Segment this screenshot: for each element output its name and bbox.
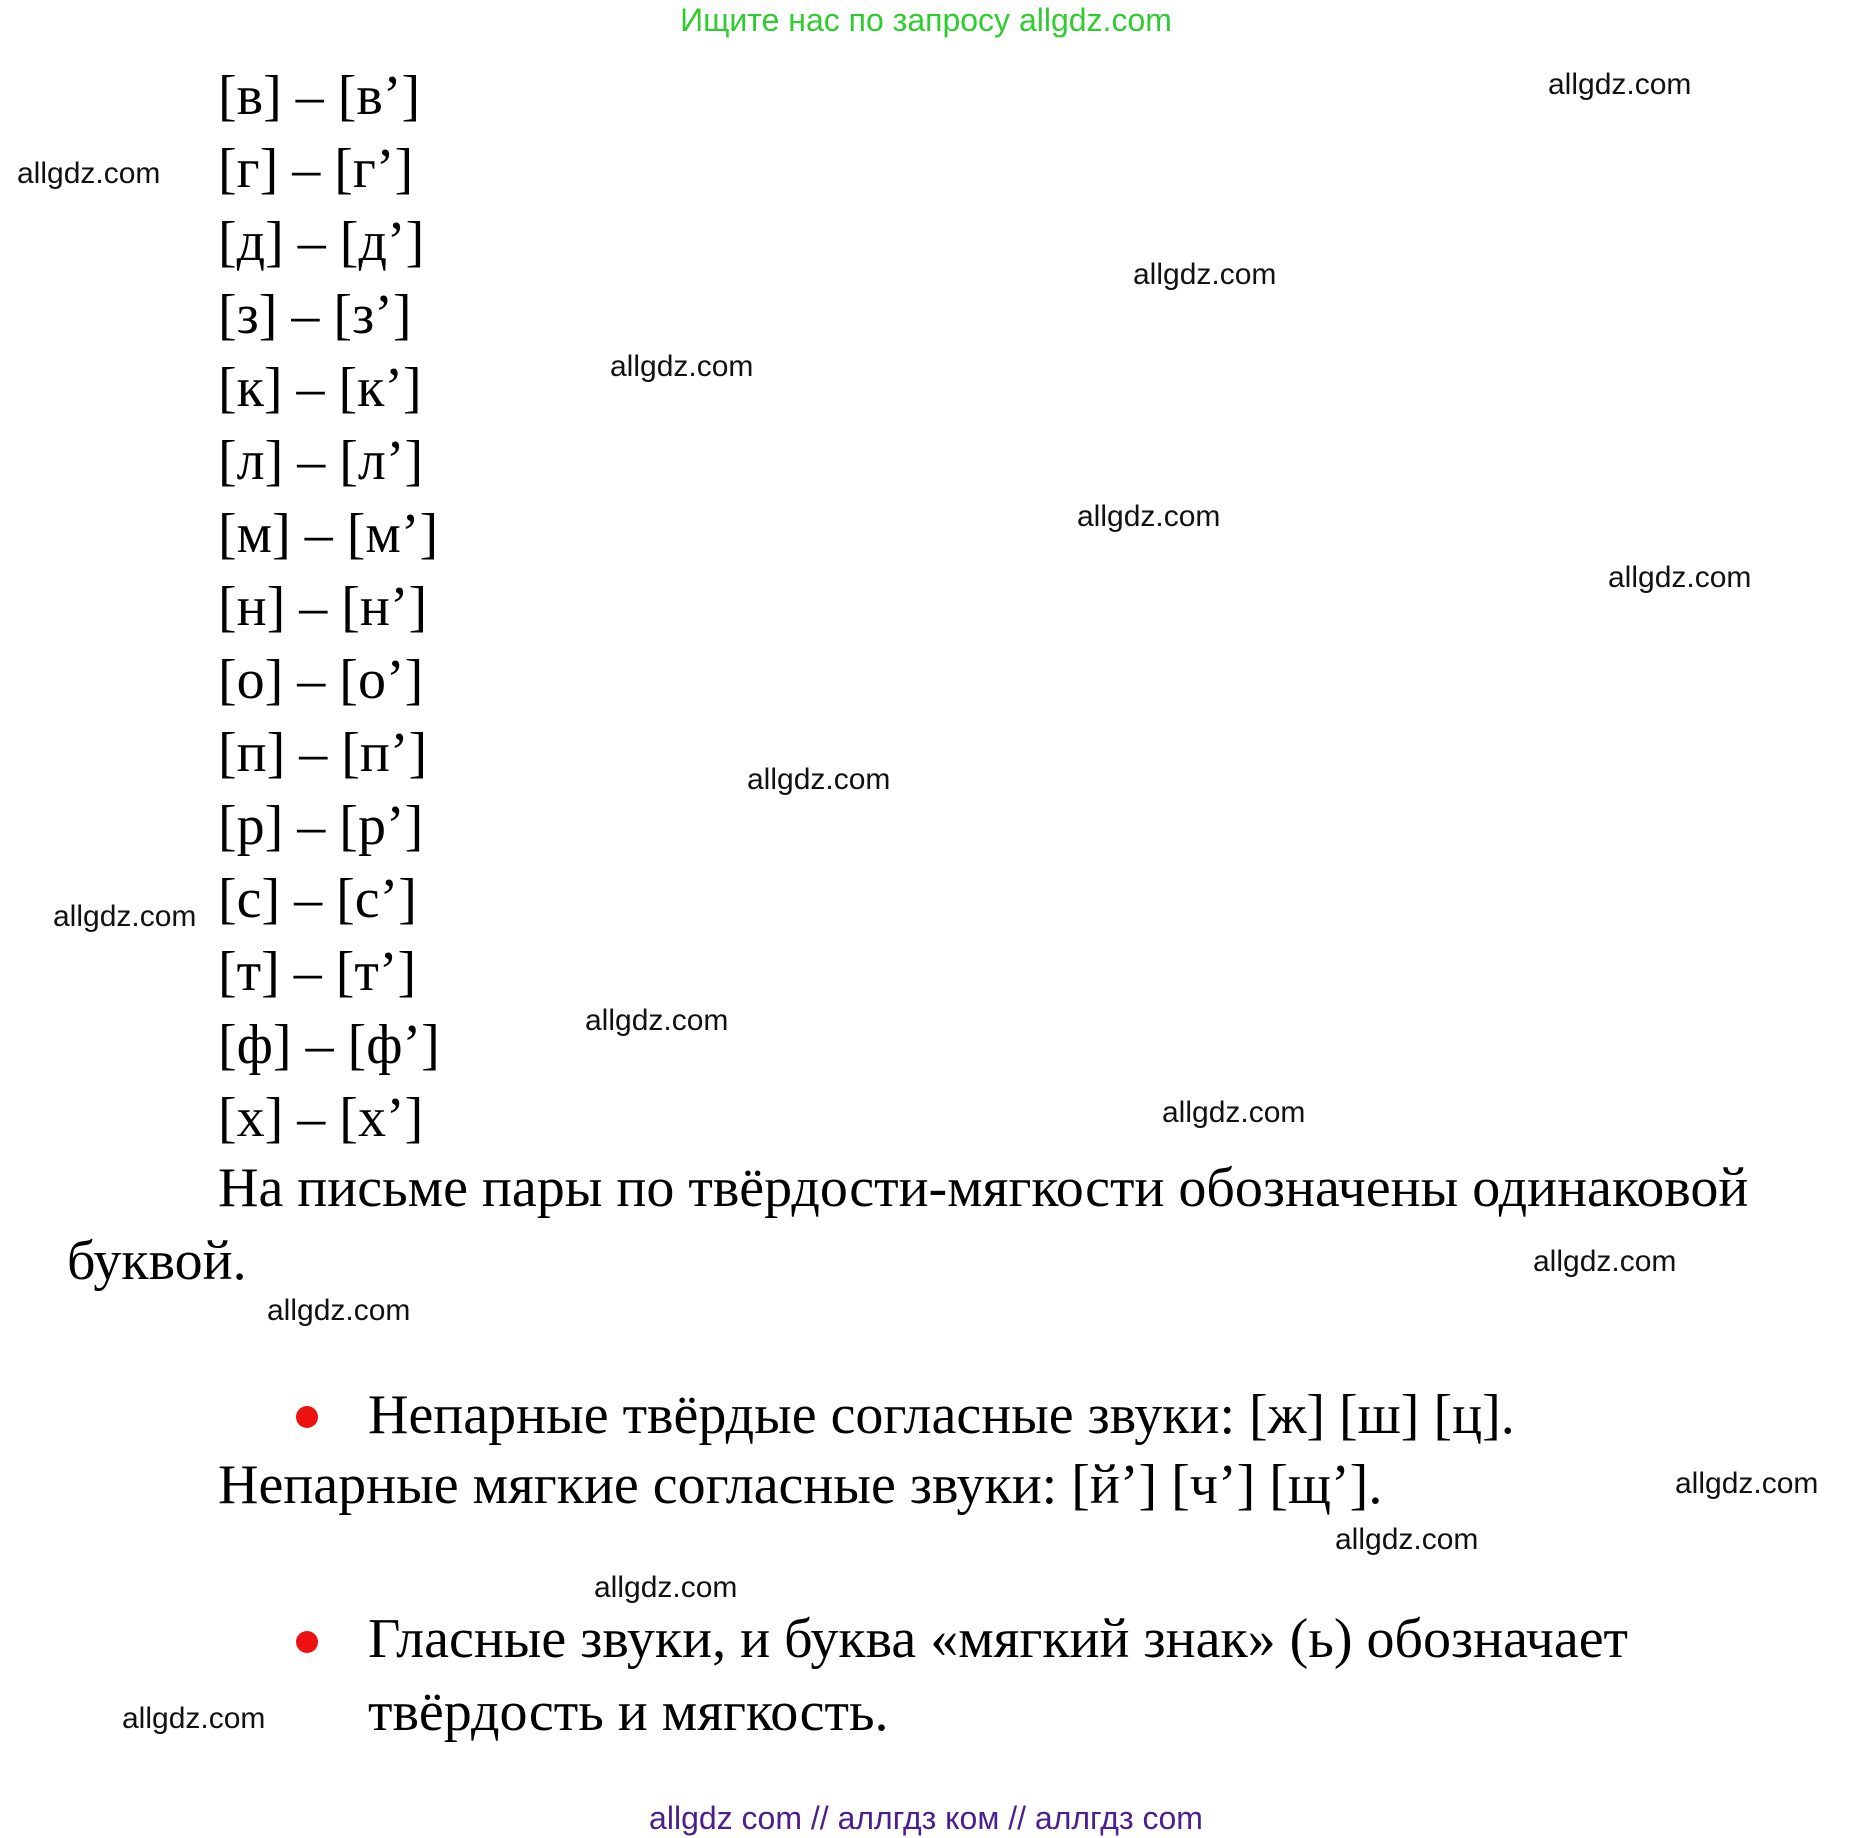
bullet-dot-icon: [296, 1406, 318, 1428]
watermark: allgdz.com: [610, 350, 754, 383]
watermark: allgdz.com: [1675, 1467, 1819, 1500]
bullet-unpaired-hard: Непарные твёрдые согласные звуки: [ж] [ш] [ц].: [368, 1384, 1515, 1446]
bullet-vowels-line-2: твёрдость и мягкость.: [368, 1681, 889, 1743]
watermark: allgdz.com: [1133, 258, 1277, 291]
paragraph-pairs-note: На письме пары по твёрдости-мягкости обозначены одинаковой буквой.: [67, 1157, 1749, 1292]
watermark: allgdz.com: [1548, 68, 1692, 101]
watermark: allgdz.com: [1533, 1245, 1677, 1278]
pair-r: [р] – [р’]: [218, 795, 424, 857]
pair-g: [г] – [г’]: [218, 138, 414, 200]
footer-banner: allgdz com // аллгдз ком // аллгдз com: [649, 1800, 1203, 1836]
watermark: allgdz.com: [122, 1702, 266, 1735]
watermark: allgdz.com: [1077, 500, 1221, 533]
watermark: allgdz.com: [1335, 1523, 1479, 1556]
watermark: allgdz.com: [585, 1004, 729, 1037]
watermark: allgdz.com: [267, 1294, 411, 1327]
pair-z: [з] – [з’]: [218, 284, 412, 346]
bullet-dot-icon: [296, 1631, 318, 1653]
pair-n: [н] – [н’]: [218, 576, 428, 638]
watermark: allgdz.com: [1162, 1096, 1306, 1129]
watermark: allgdz.com: [747, 763, 891, 796]
watermark: allgdz.com: [594, 1571, 738, 1604]
pair-f: [ф] – [ф’]: [218, 1014, 440, 1076]
watermark: allgdz.com: [1608, 561, 1752, 594]
bullet-vowels-line-1: Гласные звуки, и буква «мягкий знак» (ь) обозначает: [368, 1608, 1629, 1670]
pair-t: [т] – [т’]: [218, 941, 417, 1003]
watermark: allgdz.com: [53, 900, 197, 933]
pair-s: [с] – [с’]: [218, 868, 417, 930]
pair-p: [п] – [п’]: [218, 722, 428, 784]
header-banner: Ищите нас по запросу allgdz.com: [680, 2, 1172, 38]
pair-d: [д] – [д’]: [218, 211, 425, 273]
pair-k: [к] – [к’]: [218, 357, 422, 419]
pair-o: [о] – [о’]: [218, 649, 424, 711]
consonant-pairs-list: [218, 60, 440, 1155]
watermark: allgdz.com: [17, 157, 161, 190]
pair-v: [в] – [в’]: [218, 65, 421, 127]
pair-l: [л] – [л’]: [218, 430, 424, 492]
pair-m: [м] – [м’]: [218, 503, 439, 565]
paragraph-unpaired-soft: Непарные мягкие согласные звуки: [й’] [ч’] [щ’].: [218, 1454, 1383, 1516]
pair-h: [х] – [х’]: [218, 1087, 424, 1149]
